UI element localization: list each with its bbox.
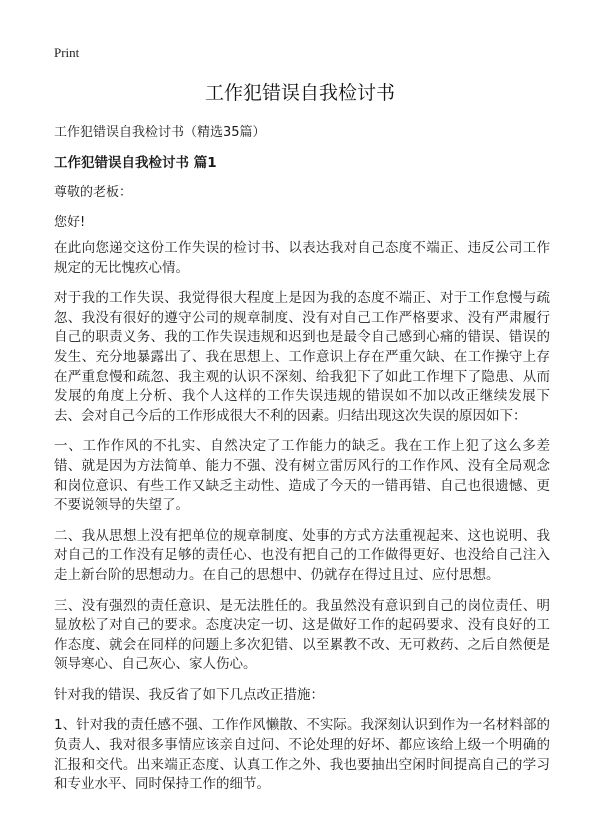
salutation: 尊敬的老板：: [54, 185, 133, 200]
paragraph-reason-3: 三、没有强烈的责任意识、是无法胜任的。我虽然没有意识到自己的岗位责任、明显放松了对自己的要求。态度决定一切、这是做好工作的起码要求、没有良好的工作态度、就会在同样的问题上多次犯错、以至累教不改、无可救药、之后自然便是领导寒心、自己灰心、家人伤心。: [54, 597, 550, 673]
paragraph-analysis: 对于我的工作失误、我觉得很大程度上是因为我的态度不端正、对于工作怠慢与疏忽、我没有很好的遵守公司的规章制度、没有对自己工作严格要求、没有严肃履行自己的职责义务、我的工作失误违规和迟到也是最令自己感到心痛的错误、错误的发生、充分地暴露出了、我在思想上、工作意识上存在严重欠缺、在工作操守上存在严重怠慢和疏忽、我主观的认识不深刻、给我犯下了如此工作埋下了隐患、从而发展的角度上分析、我个人这样的工作失误违规的错误如不加以改正继续发展下去、会对自己今后的工作形成很大不利的因素。归结出现这次失误的原因如下：: [54, 290, 550, 424]
letter-body: [54, 239, 550, 806]
document-subtitle: 工作犯错误自我检讨书（精选35篇）: [54, 125, 266, 140]
greeting-line: 您好!: [54, 215, 86, 230]
section-heading: 工作犯错误自我检讨书 篇1: [54, 155, 217, 171]
paragraph-reason-2: 二、我从思想上没有把单位的规章制度、处事的方式方法重视起来、这也说明、我对自己的工作没有足够的责任心、也没有把自己的工作做得更好、也没给自己注入走上新台阶的思想动力。在自己的思想中、仍就存在得过且过、应付思想。: [54, 527, 550, 583]
page-title: 工作犯错误自我检讨书: [204, 82, 395, 104]
print-link[interactable]: Print: [54, 45, 80, 60]
paragraph-intro: 在此向您递交这份工作失误的检讨书、以表达我对自己态度不端正、违反公司工作规定的无比愧疚心情。: [54, 240, 550, 276]
paragraph-reason-1: 一、工作作风的不扎实、自然决定了工作能力的缺乏。我在工作上犯了这么多差错、就是因为方法简单、能力不强、没有树立雷厉风行的工作作风、没有全局观念和岗位意识、有些工作又缺乏主动性、造成了今天的一错再错、自己也很遗憾、更不要说领导的失望了。: [54, 438, 550, 514]
paragraph-measure-1: 1、针对我的责任感不强、工作作风懒散、不实际。我深刻认识到作为一名材料部的负责人、我对很多事情应该亲自过问、不论处理的好坏、都应该给上级一个明确的汇报和交代。出来端正态度、认真工作之外、我也要抽出空闲时间提高自己的学习和专业水平、同时保持工作的细节。: [54, 717, 550, 793]
paragraph-measures-intro: 针对我的错误、我反省了如下几点改正措施：: [54, 686, 324, 703]
